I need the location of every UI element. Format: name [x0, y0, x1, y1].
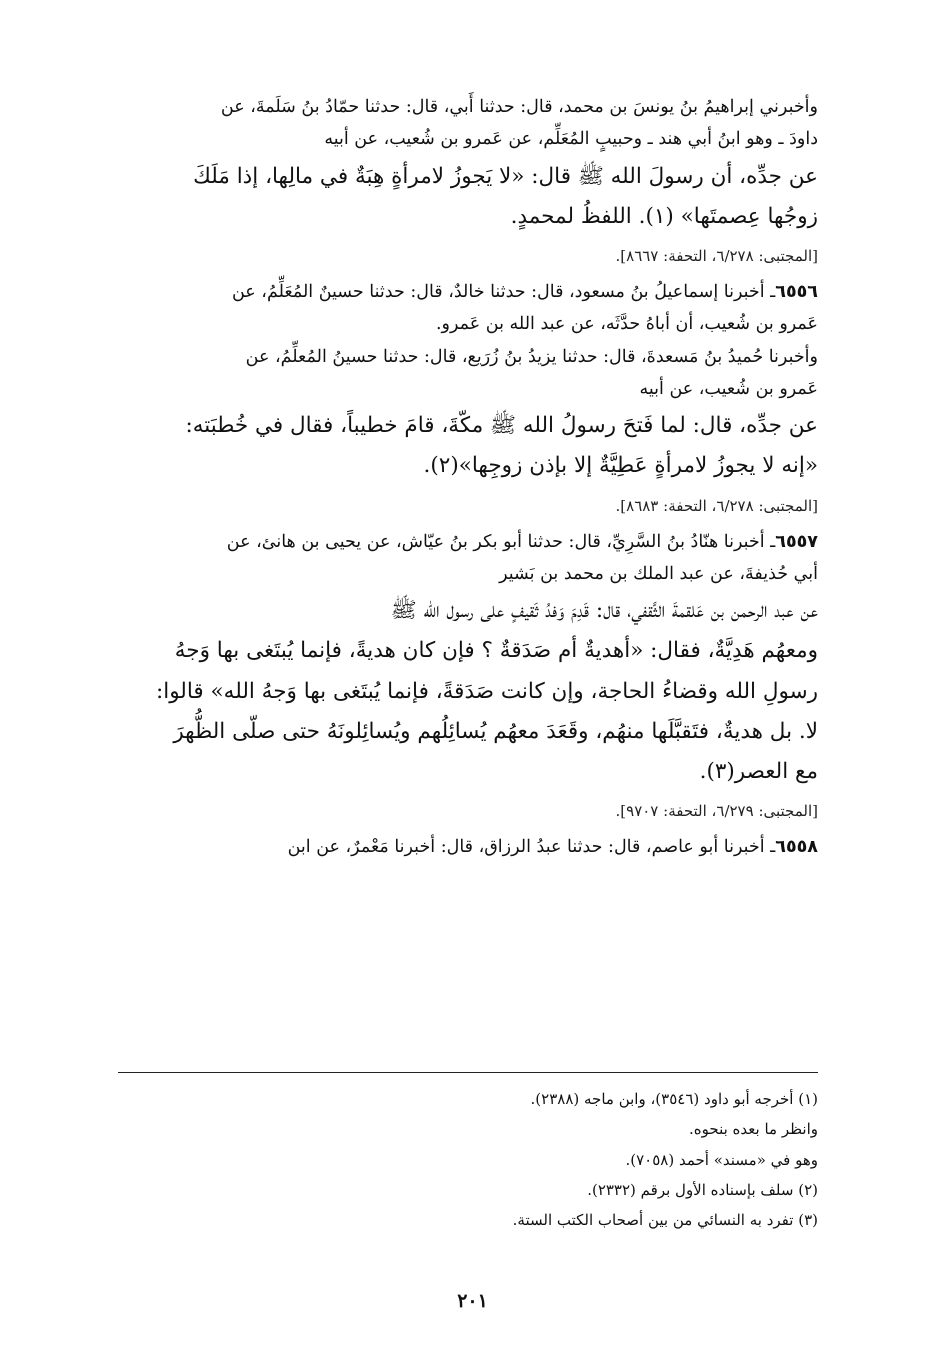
isnad-line [118, 834, 818, 860]
page-body [118, 88, 818, 867]
isnad-line: وأخبرني إبراهيمُ بنُ يونسَ بن محمد، قال: حدثنا أَبي، قال: حدثنا حمّادُ بنُ سَلَمةَ، عن [220, 97, 818, 117]
isnad-text: ـ أخبرنا أبو عاصم، قال: حدثنا عبدُ الرزاق، قال: أخبرنا مَعْمرٌ، عن ابن [287, 837, 776, 858]
reference-citation: [المجتبى: ٦/٢٧٨، التحفة: ٨٦٨٣]. [615, 496, 818, 515]
matn-line: ومعهُم هَدِيَّةٌ، فقال: «أهديةٌ أم صَدَقةٌ ؟ فإن كان هديةً، فإنما يُبتَغى بها وَجهُ [174, 638, 818, 664]
matn-line: عن عبد الرحمن بن عَلقمةَ الثَّقفي، قال: قَدِمَ وَفدُ ثَقيفٍ على رسول الله ﷺ [390, 598, 818, 623]
hadith-number: ٦٥٥٧ [775, 531, 818, 552]
isnad-block [118, 94, 818, 153]
matn-block [118, 595, 818, 788]
isnad-text: ـ أخبرنا إسماعيلُ بنُ مسعود، قال: حدثنا خالدٌ، قال: حدثنا حسينٌ المُعَلِّمُ، عن [231, 282, 776, 302]
isnad-block [118, 529, 818, 588]
hadith-number: ٦٥٥٨ [775, 837, 818, 858]
isnad-line: وأخبرنا حُميدُ بنُ مَسعدةَ، قال: حدثنا يزيدُ بنُ زُرَيع، قال: حدثنا حسينُ المُعلِّمُ، عن [245, 346, 818, 367]
isnad-line: عَمرو بن شُعيب، عن أبيه [639, 378, 818, 399]
matn-line: زوجُها عِصمتَها» (١). اللفظُ لمحمدٍ. [510, 203, 818, 229]
matn-line: مع العصر(٣). [699, 759, 818, 784]
footnote: وهو في «مسند» أحمد (٧٠٥٨). [625, 1150, 818, 1169]
isnad-block [118, 834, 818, 860]
footnote-divider [118, 1072, 818, 1073]
footnote: وانظر ما بعده بنحوه. [689, 1120, 818, 1139]
isnad-line: عَمرو بن شُعيب، أن أباهُ حدَّثَه، عن عبد الله بن عَمرو. [435, 314, 818, 335]
matn-line: عن جدِّه، قال: لما فَتحَ رسولُ الله ﷺ مكّةَ، قامَ خطيباً، فقال في خُطبَته: [185, 413, 818, 438]
matn-line: «إنه لا يجوزُ لامرأةٍ عَطِيَّةٌ إلا بإذن زوجِها»(٢). [423, 453, 818, 479]
reference-citation: [المجتبى: ٦/٢٧٩، التحفة: ٩٧٠٧]. [615, 802, 818, 821]
matn-block [118, 410, 818, 483]
isnad-line: داودَ ـ وهو ابنُ أبي هند ـ وحبيبٍ المُعَلِّم، عن عَمرو بن شُعيب، عن أبيه [324, 129, 818, 150]
matn-block [118, 161, 818, 234]
matn-line: لا. بل هديةٌ، فتَقبَّلَها منهُم، وقَعَدَ معهُم يُسائِلُهم ويُسائِلونَهُ حتى صلّى الظُّهرَ [173, 718, 818, 744]
isnad-line [118, 529, 818, 555]
matn-line: رسولِ الله وقضاءُ الحاجة، وإن كانت صَدَقةً، فإنما يُبتَغى بها وَجهُ الله» قالوا: [155, 678, 818, 704]
footnotes [118, 1082, 818, 1237]
hadith-number: ٦٥٥٦ [775, 282, 818, 302]
footnote: (١) أخرجه أبو داود (٣٥٤٦)، وابن ماجه (٢٣٨٨). [530, 1090, 818, 1108]
reference-citation: [المجتبى: ٦/٢٧٨، التحفة: ٨٦٦٧]. [615, 247, 818, 265]
isnad-line [118, 279, 818, 305]
footnote: (٣) تفرد به النسائي من بين أصحاب الكتب الستة. [512, 1211, 818, 1229]
isnad-text: ـ أخبرنا هنّادُ بنُ السَّرِيِّ، قال: حدثنا أبو بكر بنُ عيّاش، عن يحيى بن هانئ، عن [226, 531, 776, 552]
isnad-line: أبي حُذيفةَ، عن عبد الملك بن محمد بن بَشير [499, 563, 818, 584]
isnad-block [118, 279, 818, 402]
matn-line: عن جدِّه، أن رسولَ الله ﷺ قال: «لا يَجوزُ لامرأةٍ هِبَةٌ في مالِها، إذا مَلَكَ [193, 163, 818, 189]
footnote: (٢) سلف بإسناده الأول برقم (٢٣٣٢). [587, 1180, 818, 1199]
page-number: ٢٠١ [457, 1290, 488, 1312]
